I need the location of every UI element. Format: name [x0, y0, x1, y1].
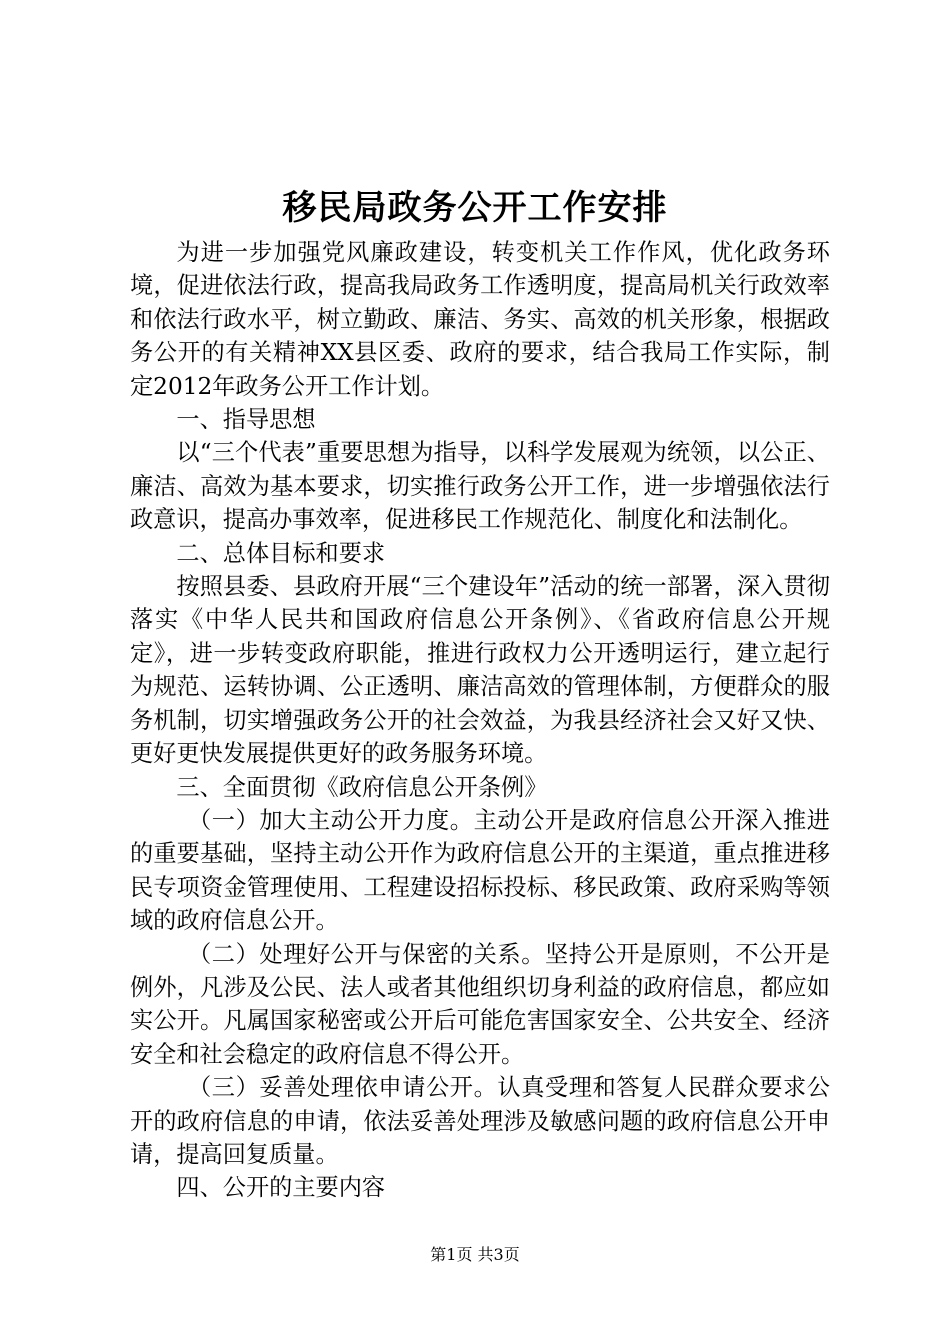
- subsection-paragraph: （二）处理好公开与保密的关系。坚持公开是原则，不公开是例外，凡涉及公民、法人或者其他组织切身利益的政府信息，都应如实公开。凡属国家秘密或公开后可能危害国家安全、公共安全、经济安全和社会稳定的政府信息不得公开。: [130, 940, 830, 1068]
- document-body: [130, 236, 830, 1205]
- section-heading-3: 三、全面贯彻《政府信息公开条例》: [176, 773, 548, 801]
- intro-paragraph: 为进一步加强党风廉政建设，转变机关工作作风，优化政务环境，促进依法行政，提高我局政务工作透明度，提高局机关行政效率和依法行政水平，树立勤政、廉洁、务实、高效的机关形象，根据政务公开的有关精神XX县区委、政府的要求，结合我局工作实际，制定2012年政务公开工作计划。: [130, 239, 830, 400]
- document-title: 移民局政务公开工作安排: [282, 188, 668, 228]
- section-heading-1: 一、指导思想: [176, 406, 316, 434]
- section-heading-2: 二、总体目标和要求: [176, 539, 386, 567]
- subsection-paragraph: （一）加大主动公开力度。主动公开是政府信息公开深入推进的重要基础，坚持主动公开作为政府信息公开的主渠道，重点推进移民专项资金管理使用、工程建设招标投标、移民政策、政府采购等领域的政府信息公开。: [130, 806, 830, 935]
- body-paragraph: 按照县委、县政府开展“三个建设年”活动的统一部署，深入贯彻落实《中华人民共和国政府信息公开条例》、《省政府信息公开规定》，进一步转变政府职能，推进行政权力公开透明运行，建立起行为规范、运转协调、公正透明、廉洁高效的管理体制，方便群众的服务机制，切实增强政务公开的社会效益，为我县经济社会又好又快、更好更快发展提供更好的政务服务环境。: [130, 573, 830, 768]
- page-number-footer: 第1页 共3页: [430, 1245, 520, 1264]
- subsection-paragraph: （三）妥善处理依申请公开。认真受理和答复人民群众要求公开的政府信息的申请，依法妥善处理涉及敏感问题的政府信息公开申请，提高回复质量。: [130, 1074, 830, 1168]
- body-paragraph: 以“三个代表”重要思想为指导，以科学发展观为统领，以公正、廉洁、高效为基本要求，切实推行政务公开工作，进一步增强依法行政意识，提高办事效率，促进移民工作规范化、制度化和法制化。: [130, 439, 830, 534]
- section-heading-4: 四、公开的主要内容: [176, 1174, 386, 1202]
